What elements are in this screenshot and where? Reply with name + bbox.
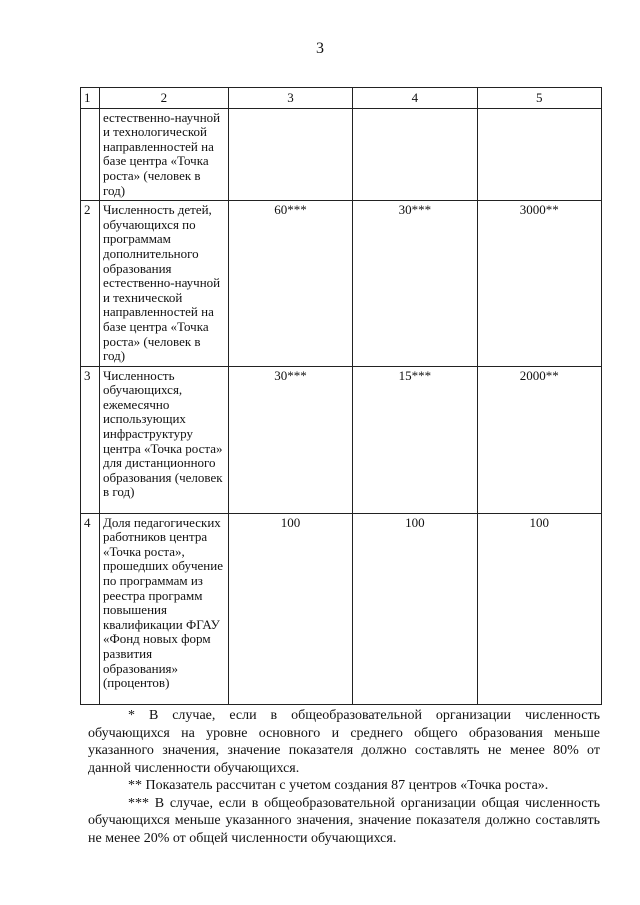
row-number: 2 bbox=[81, 201, 100, 367]
header-col-3: 3 bbox=[228, 88, 352, 109]
row-number: 3 bbox=[81, 366, 100, 513]
table-row bbox=[81, 108, 602, 201]
row-number: 4 bbox=[81, 513, 100, 704]
header-col-1: 1 bbox=[81, 88, 100, 109]
value-cell: 100 bbox=[228, 513, 352, 704]
indicator-text: естественно-научной и технологической направленностей на базе центра «Точка роста» (человек в год) bbox=[99, 108, 228, 201]
footnote-3: *** В случае, если в общеобразовательной организации общая численность обучающихся меньше указанного значения, значение показателя должно составлять не менее 20% от общей численности обучающихся. bbox=[88, 795, 600, 846]
footnotes bbox=[88, 707, 600, 847]
indicator-text: Численность детей, обучающихся по программам дополнительного образования естественно-научной и технической направленностей на базе центра «Точка роста» (человек в год) bbox=[99, 201, 228, 367]
footnote-2: ** Показатель рассчитан с учетом создания 87 центров «Точка роста». bbox=[128, 778, 549, 793]
value-cell bbox=[353, 108, 477, 201]
value-cell: 15*** bbox=[353, 366, 477, 513]
table-row bbox=[81, 513, 602, 704]
value-cell: 2000** bbox=[477, 366, 601, 513]
page-number: 3 bbox=[316, 40, 324, 57]
value-cell: 3000** bbox=[477, 201, 601, 367]
footnote-1: * В случае, если в общеобразовательной организации численность обучающихся на уровне основного и среднего общего образования меньше указанного значения, значение показателя должно составлять не менее 80% от данной численности обучающихся. bbox=[88, 708, 600, 776]
value-cell bbox=[228, 108, 352, 201]
value-cell: 100 bbox=[353, 513, 477, 704]
header-col-5: 5 bbox=[477, 88, 601, 109]
indicators-table bbox=[80, 87, 602, 705]
value-cell: 30*** bbox=[228, 366, 352, 513]
value-cell bbox=[477, 108, 601, 201]
table-row bbox=[81, 201, 602, 367]
value-cell: 30*** bbox=[353, 201, 477, 367]
header-col-2: 2 bbox=[99, 88, 228, 109]
table-header-row bbox=[81, 88, 602, 109]
indicator-text: Доля педагогических работников центра «Точка роста», прошедших обучение по программам из реестра программ повышения квалификации ФГАУ «Фонд новых форм развития образования» (процентов) bbox=[99, 513, 228, 704]
header-col-4: 4 bbox=[353, 88, 477, 109]
value-cell: 100 bbox=[477, 513, 601, 704]
indicator-text: Численность обучающихся, ежемесячно использующих инфраструктуру центра «Точка роста» для дистанционного образования (человек в год) bbox=[99, 366, 228, 513]
table-row bbox=[81, 366, 602, 513]
value-cell: 60*** bbox=[228, 201, 352, 367]
row-number bbox=[81, 108, 100, 201]
